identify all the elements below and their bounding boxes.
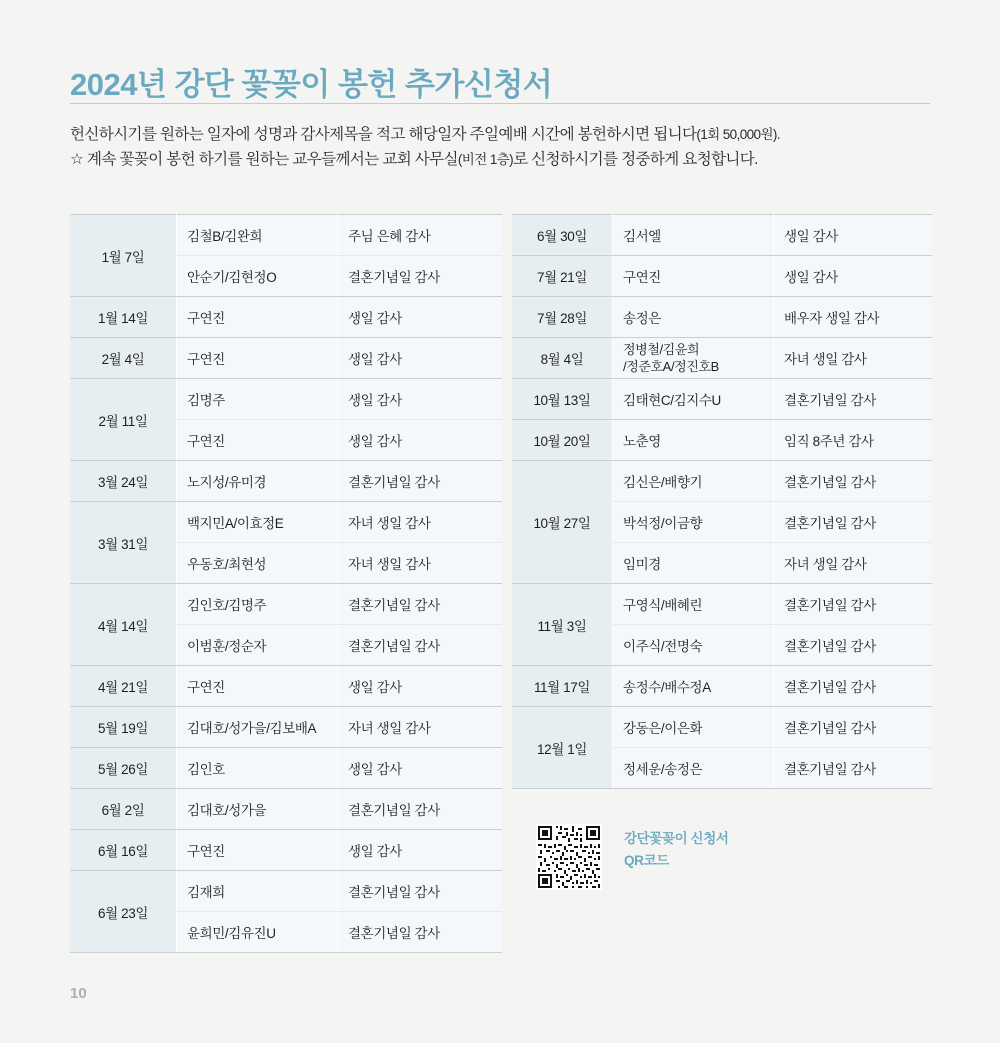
cell-date: 4월 21일 xyxy=(70,666,177,707)
table-row xyxy=(512,379,932,420)
cell-reason: 결혼기념일 감사 xyxy=(774,502,933,543)
cell-reason: 결혼기념일 감사 xyxy=(338,461,503,502)
cell-name: 윤희민/김유진U xyxy=(177,912,338,953)
table-row xyxy=(512,584,932,625)
qr-block[interactable] xyxy=(536,824,836,888)
offering-table-left xyxy=(70,214,502,953)
cell-name: 김명주 xyxy=(177,379,338,420)
table-row xyxy=(512,707,932,748)
table-row xyxy=(70,379,502,420)
qr-label-line-1: 강단꽃꽂이 신청서 xyxy=(624,831,729,846)
cell-reason: 생일 감사 xyxy=(338,748,503,789)
table-row xyxy=(512,297,932,338)
cell-name: 구연진 xyxy=(177,338,338,379)
cell-name: 노춘영 xyxy=(613,420,774,461)
cell-name: 김대호/성가을 xyxy=(177,789,338,830)
page-number: 10 xyxy=(70,985,87,1002)
intro-line-2-note: (비전 1층) xyxy=(457,152,514,167)
cell-reason: 생일 감사 xyxy=(774,215,933,256)
cell-date: 7월 28일 xyxy=(512,297,613,338)
cell-reason: 생일 감사 xyxy=(338,379,503,420)
table-row xyxy=(512,256,932,297)
cell-date: 10월 13일 xyxy=(512,379,613,420)
cell-reason: 자녀 생일 감사 xyxy=(338,543,503,584)
cell-name: 임미경 xyxy=(613,543,774,584)
cell-date: 12월 1일 xyxy=(512,707,613,789)
cell-reason: 결혼기념일 감사 xyxy=(774,584,933,625)
cell-reason: 배우자 생일 감사 xyxy=(774,297,933,338)
cell-reason: 결혼기념일 감사 xyxy=(774,748,933,789)
table-row xyxy=(70,666,502,707)
cell-reason: 결혼기념일 감사 xyxy=(338,256,503,297)
cell-reason: 자녀 생일 감사 xyxy=(338,502,503,543)
title-divider xyxy=(70,103,930,104)
cell-reason: 자녀 생일 감사 xyxy=(774,338,933,379)
cell-date: 3월 31일 xyxy=(70,502,177,584)
cell-date: 10월 27일 xyxy=(512,461,613,584)
qr-label-line-2: QR코드 xyxy=(624,853,669,868)
cell-reason: 생일 감사 xyxy=(338,297,503,338)
cell-reason: 결혼기념일 감사 xyxy=(338,584,503,625)
cell-reason: 결혼기념일 감사 xyxy=(774,379,933,420)
cell-reason: 생일 감사 xyxy=(338,830,503,871)
cell-date: 5월 19일 xyxy=(70,707,177,748)
table-row xyxy=(70,871,502,912)
table-row xyxy=(70,584,502,625)
cell-reason: 생일 감사 xyxy=(774,256,933,297)
cell-date: 6월 30일 xyxy=(512,215,613,256)
cell-name: 노지성/유미경 xyxy=(177,461,338,502)
cell-date: 2월 11일 xyxy=(70,379,177,461)
cell-date: 7월 21일 xyxy=(512,256,613,297)
table-row xyxy=(512,420,932,461)
cell-date: 8월 4일 xyxy=(512,338,613,379)
qr-label xyxy=(624,828,728,872)
table-row xyxy=(512,666,932,707)
cell-reason: 임직 8주년 감사 xyxy=(774,420,933,461)
table-row xyxy=(70,502,502,543)
cell-date: 1월 14일 xyxy=(70,297,177,338)
cell-reason: 결혼기념일 감사 xyxy=(338,789,503,830)
cell-name: 김인호/김명주 xyxy=(177,584,338,625)
cell-reason: 결혼기념일 감사 xyxy=(774,461,933,502)
table-row xyxy=(512,338,932,379)
cell-name: 구연진 xyxy=(613,256,774,297)
cell-date: 1월 7일 xyxy=(70,215,177,297)
cell-reason: 결혼기념일 감사 xyxy=(338,912,503,953)
cell-name: 이범훈/정순자 xyxy=(177,625,338,666)
intro-line-1-main: 헌신하시기를 원하는 일자에 성명과 감사제목을 적고 해당일자 주일예배 시간에 봉헌하시면 됩니다 xyxy=(70,126,697,143)
cell-name: 송정은 xyxy=(613,297,774,338)
qr-code-icon[interactable] xyxy=(536,824,602,890)
cell-reason: 생일 감사 xyxy=(338,338,503,379)
table-row xyxy=(70,707,502,748)
cell-date: 6월 2일 xyxy=(70,789,177,830)
cell-date: 6월 23일 xyxy=(70,871,177,953)
cell-name: 구연진 xyxy=(177,666,338,707)
cell-date: 11월 17일 xyxy=(512,666,613,707)
cell-name: 김대호/성가을/김보배A xyxy=(177,707,338,748)
page-title: 2024년 강단 꽃꽂이 봉헌 추가신청서 xyxy=(70,66,553,102)
table-row xyxy=(70,748,502,789)
cell-name: 구연진 xyxy=(177,830,338,871)
table-row xyxy=(512,215,932,256)
intro-line-2-tail: 로 신청하시기를 정중하게 요청합니다. xyxy=(513,151,758,168)
cell-date: 6월 16일 xyxy=(70,830,177,871)
table-row xyxy=(70,297,502,338)
cell-reason: 결혼기념일 감사 xyxy=(774,625,933,666)
table-row xyxy=(512,461,932,502)
cell-name: 정세운/송정은 xyxy=(613,748,774,789)
cell-reason: 주님 은혜 감사 xyxy=(338,215,503,256)
cell-reason: 결혼기념일 감사 xyxy=(774,707,933,748)
intro-line-1-note: (1회 50,000원). xyxy=(696,127,780,142)
cell-name: 김태현C/김지수U xyxy=(613,379,774,420)
offering-table-right xyxy=(512,214,932,789)
intro-line-2-main: ☆ 계속 꽃꽂이 봉헌 하기를 원하는 교우들께서는 교회 사무실 xyxy=(70,151,458,168)
cell-date: 4월 14일 xyxy=(70,584,177,666)
cell-name: 김재희 xyxy=(177,871,338,912)
cell-name: 김서엘 xyxy=(613,215,774,256)
table-row xyxy=(70,789,502,830)
table-row xyxy=(70,830,502,871)
cell-reason: 생일 감사 xyxy=(338,420,503,461)
cell-name: 강동은/이은화 xyxy=(613,707,774,748)
intro-text xyxy=(70,122,950,172)
cell-name: 이주식/전명숙 xyxy=(613,625,774,666)
cell-reason: 결혼기념일 감사 xyxy=(338,871,503,912)
cell-name: 구연진 xyxy=(177,420,338,461)
cell-reason: 결혼기념일 감사 xyxy=(338,625,503,666)
intro-line-2 xyxy=(70,147,950,172)
cell-name: 우동호/최현성 xyxy=(177,543,338,584)
cell-date: 3월 24일 xyxy=(70,461,177,502)
cell-name: 박석정/이금향 xyxy=(613,502,774,543)
cell-name: 김철B/김완희 xyxy=(177,215,338,256)
cell-name: 김인호 xyxy=(177,748,338,789)
cell-date: 10월 20일 xyxy=(512,420,613,461)
table-row xyxy=(70,338,502,379)
cell-name: 구영식/배혜린 xyxy=(613,584,774,625)
cell-name: 김신은/배향기 xyxy=(613,461,774,502)
cell-name: 정병철/김윤희 /정준호A/정진호B xyxy=(613,338,774,379)
cell-reason: 생일 감사 xyxy=(338,666,503,707)
cell-date: 11월 3일 xyxy=(512,584,613,666)
cell-name: 구연진 xyxy=(177,297,338,338)
cell-date: 2월 4일 xyxy=(70,338,177,379)
cell-name: 송정수/배수정A xyxy=(613,666,774,707)
cell-reason: 자녀 생일 감사 xyxy=(338,707,503,748)
table-row xyxy=(70,461,502,502)
cell-name: 안순기/김현정O xyxy=(177,256,338,297)
table-row xyxy=(70,215,502,256)
cell-reason: 결혼기념일 감사 xyxy=(774,666,933,707)
cell-reason: 자녀 생일 감사 xyxy=(774,543,933,584)
cell-name: 백지민A/이효정E xyxy=(177,502,338,543)
cell-date: 5월 26일 xyxy=(70,748,177,789)
intro-line-1 xyxy=(70,122,950,147)
